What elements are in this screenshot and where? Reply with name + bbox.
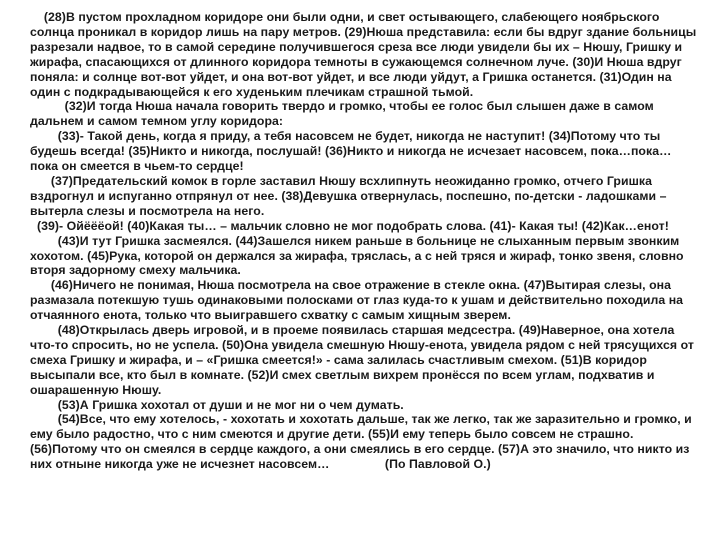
- document-page: [30, 10, 698, 535]
- paragraph-28-31: (28)В пустом прохладном коридоре они были одни, и свет остывающего, слабеющего ноябрьского солнца проникал в коридор лишь на пару метров. (29)Нюша представила: если бы вдруг здание больницы разрезали надвое, то в самой середине получившегося среза все люди увидели бы их – Нюшу, Гришку и жирафа, спасающихся от длинного коридора темноты в сужающемся солнечном луче. (30)И Нюша вдруг поняла: и солнце вот-вот уйдет, и она вот-вот уйдет, и все люди уйдут, а Гришка останется. (31)Один на один с подкрадывающейся к его худеньким плечикам страшной тьмой.: [30, 10, 700, 99]
- paragraph-33-36: (33)- Такой день, когда я приду, а тебя насовсем не будет, никогда не наступит! (34)Потому что ты будешь всегда! (35)Никто и никогда, послушай! (36)Никто и никогда не исчезает насовсем, пока…пока… пока он смеется в чьем-то сердце!: [30, 129, 675, 174]
- paragraph-43-45: (43)И тут Гришка засмеялся. (44)Зашелся никем раньше в больнице не слыханным первым звонким хохотом. (45)Рука, которой он держался за жирафа, тряслась, а с ней тряся и жираф, тонко звеня, словно вторя задорному смеху мальчика.: [30, 233, 688, 278]
- paragraph-32: (32)И тогда Нюша начала говорить твердо и громко, чтобы ее голос был слышен даже в самом дальнем и самом темном углу коридора:: [30, 99, 658, 129]
- paragraph-48-52: (48)Открылась дверь игровой, и в проеме появилась старшая медсестра. (49)Наверное, она хотела что-то спросить, но не успела. (50)Она увидела смешную Нюшу-енота, увидела рядом с ней трясущихся от смеха Гришку и жирафа, и – «Гришка смеется!» - сама залилась счастливым смехом. (51)В коридор высыпали все, кто был в комнате. (52)И смех светлым вихрем пронёсся по всем углам, подхватив и ошарашенную Нюшу.: [30, 323, 698, 397]
- paragraph-53: (53)А Гришка хохотал от души и не мог ни о чем думать.: [30, 397, 404, 412]
- paragraph-54-57: (54)Все, что ему хотелось, - хохотать и хохотать дальше, так же легко, так же заразительно и громко, и ему было радостно, что с ним смеются и другие дети. (55)И ему теперь было совсем не страшно. (56)Потому что он смеялся в сердце каждого, а они смеялись в его сердце. (57)А это значило, что никто из них отныне никогда уже не исчезнет насовсем… (По Павловой О.): [30, 412, 696, 472]
- paragraph-37-38: (37)Предательский комок в горле заставил Нюшу всхлипнуть неожиданно громко, отчего Гришка вздрогнул и испуганно отпрянул от нее. (38)Девушка отвернулась, поспешно, по-детски - ладошками – вытерла слезы и посмотрела на него.: [30, 173, 670, 218]
- paragraph-39-42: (39)- Ойёёёой! (40)Какая ты… – мальчик словно не мог подобрать слова. (41)- Какая ты! (42)Как…енот!: [30, 218, 669, 233]
- paragraph-46-47: (46)Ничего не понимая, Нюша посмотрела на свое отражение в стекле окна. (47)Вытирая слезы, она размазала потекшую тушь одинаковыми полосками от глаз куда-то к ушам и действительно походила на отчаянного енота, только что выигравшего схватку с самым хищным зверем.: [30, 278, 687, 323]
